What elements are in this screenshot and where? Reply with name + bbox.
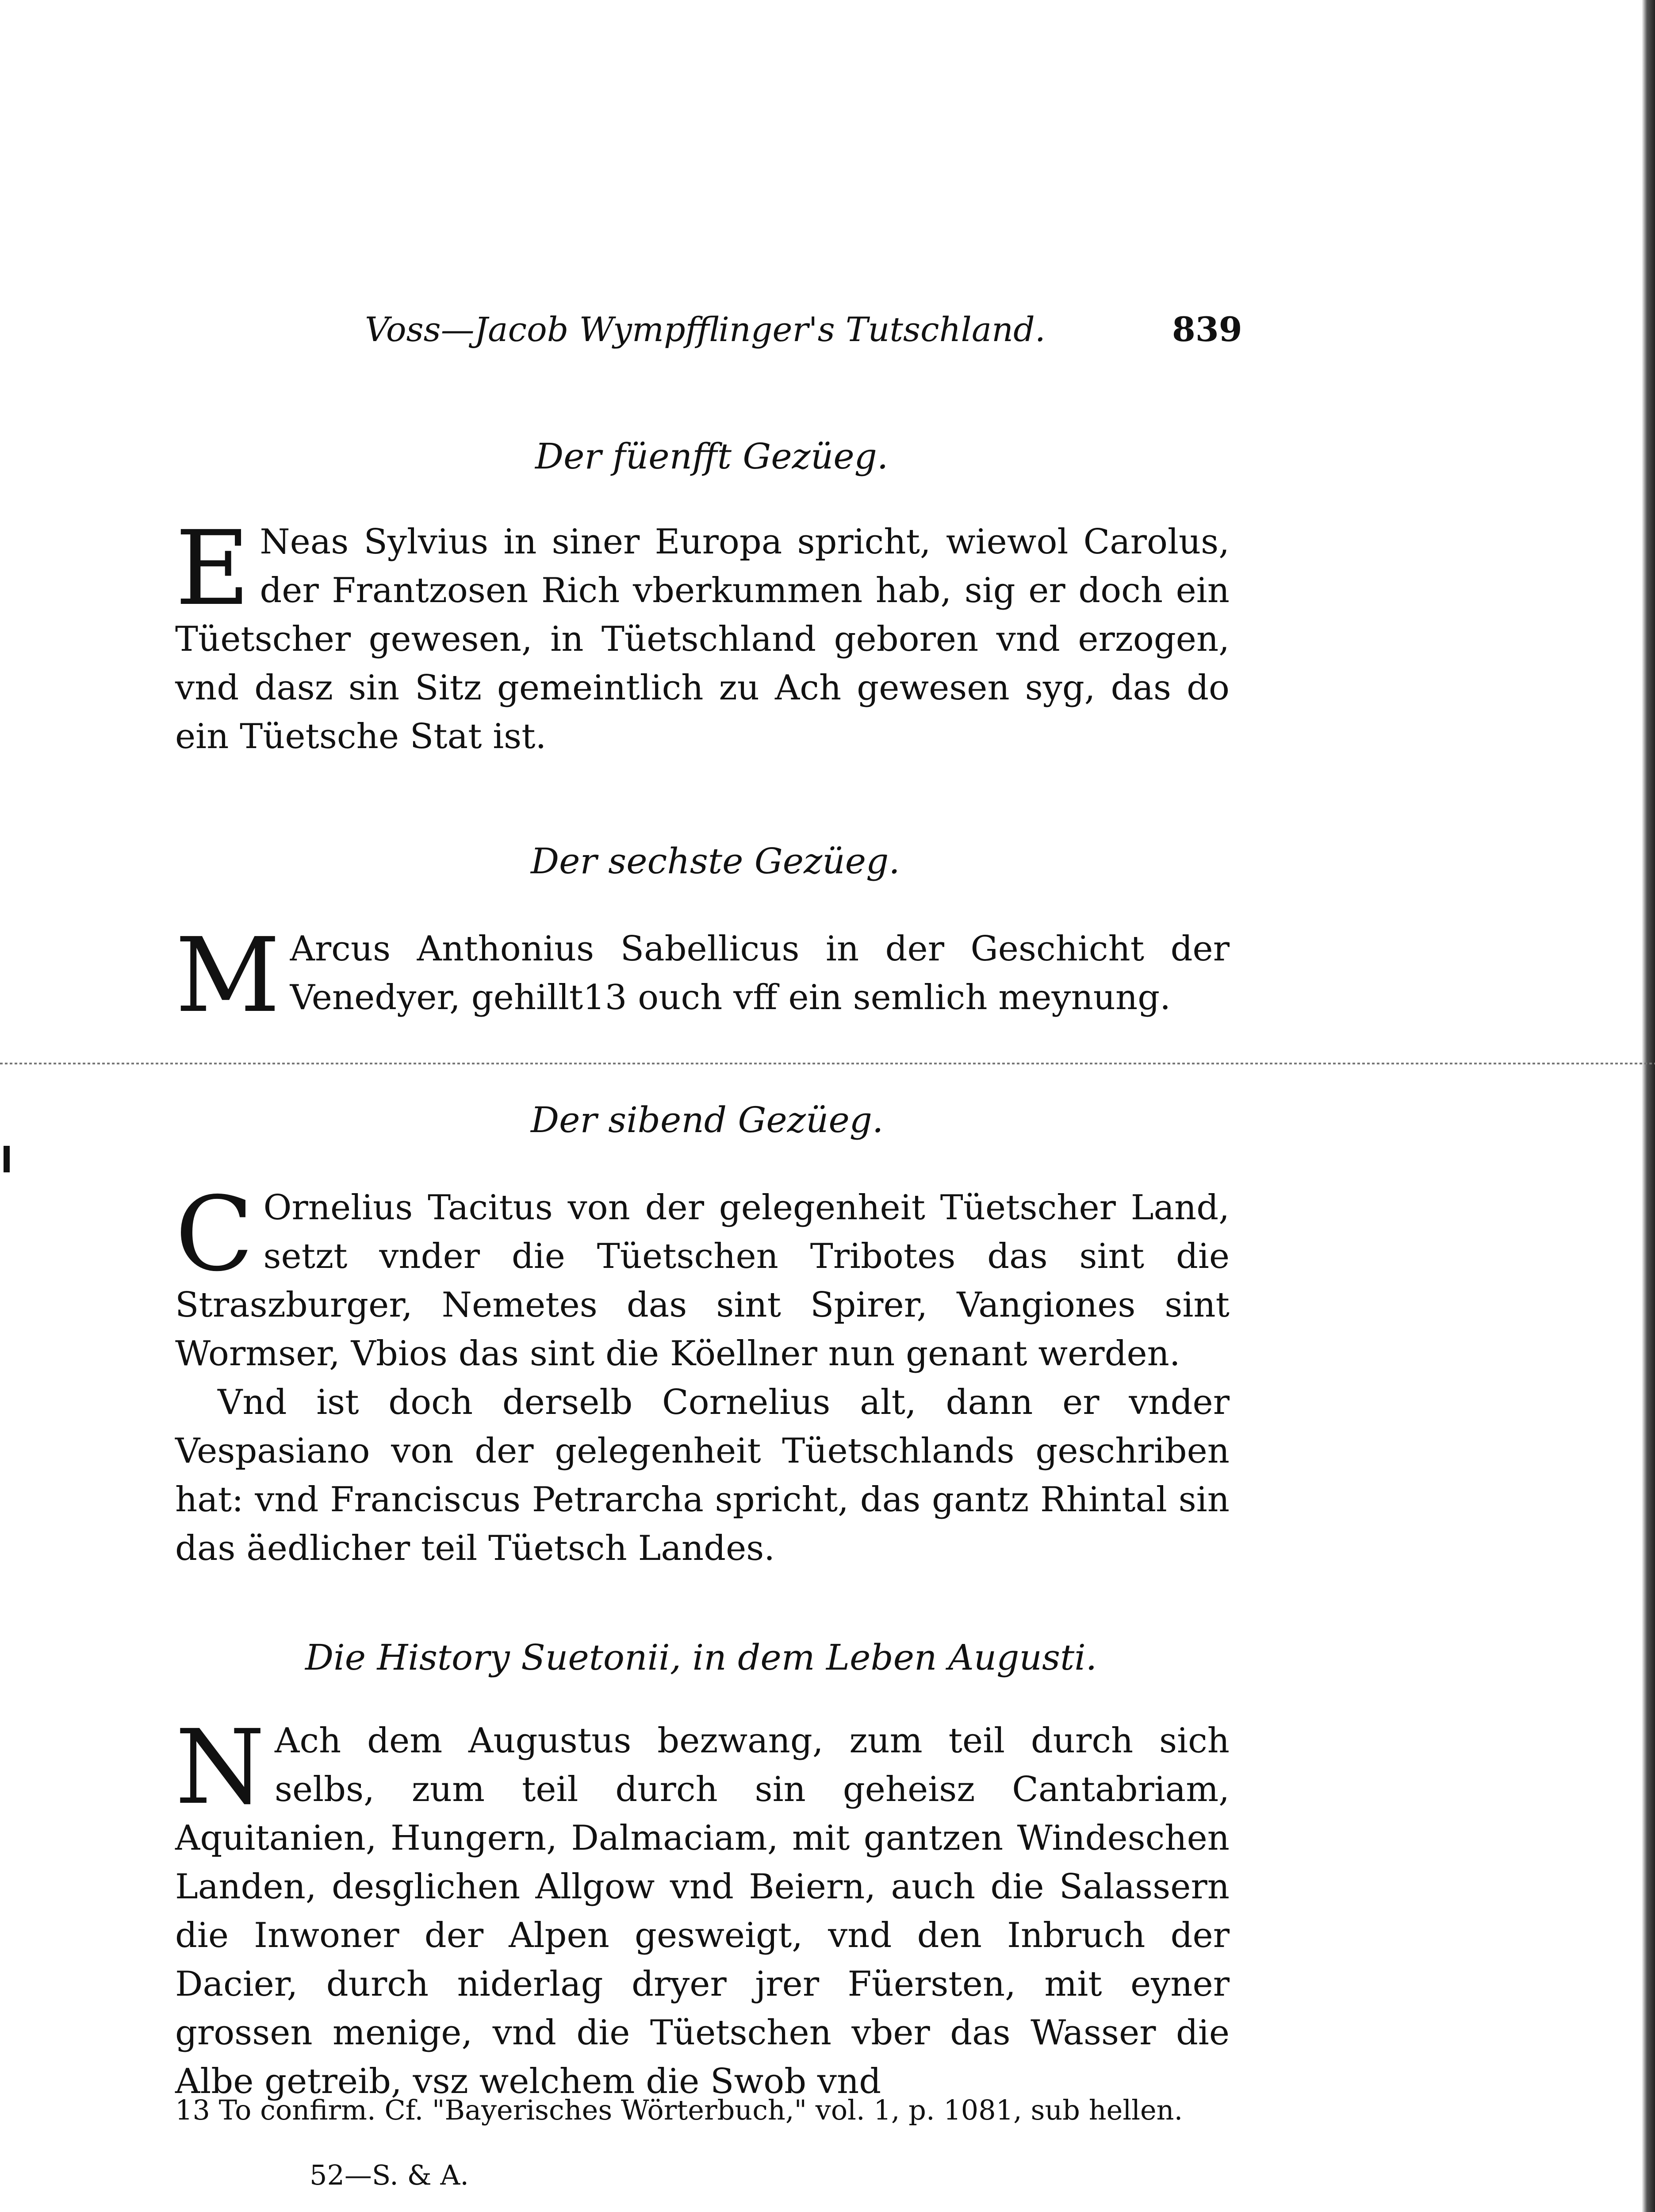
footnote-text: 13 To confirm. Cf. "Bayerisches Wörterbuch," vol. 1, p. 1081, sub hellen.: [175, 2094, 1183, 2126]
section-heading-4: Die History Suetonii, in dem Leben Augusti.: [305, 1637, 1097, 1678]
page-fold-line: [0, 1063, 1655, 1064]
signature-mark: 52—S. & A.: [310, 2159, 469, 2191]
section-body-4: [175, 1708, 1230, 2106]
paragraph: Vnd ist doch derselb Cornelius alt, dann er vnder Vespasiano von der gelegenheit Tüetschlands geschriben hat: vnd Franciscus Petrarcha spricht, das gantz Rhintal sin das äedlicher teil Tüetsch Landes.: [175, 1382, 1230, 1568]
paragraph: Ach dem Augustus bezwang, zum teil durch sich selbs, zum teil durch sin geheisz Cantabriam, Aquitanien, Hungern, Dalmaciam, mit gantzen Windeschen Landen, desglichen Allgow vnd Beiern, auch die Salassern die Inwoner der Alpen gesweigt, vnd den Inbruch der Dacier, durch niderlag dryer jrer Füersten, mit eyner grossen menige, vnd die Tüetschen vber das Wasser die Albe getreib, vsz welchem die Swob vnd: [175, 1721, 1230, 2101]
paragraph: Ornelius Tacitus von der gelegenheit Tüetscher Land, setzt vnder die Tüetschen Tribotes das sint die Straszburger, Nemetes das sint Spirer, Vangiones sint Wormser, Vbios das sint die Köellner nun genant werden.: [175, 1188, 1230, 1374]
section-heading-1: Der füenfft Gezüeg.: [535, 436, 889, 477]
section-body-3: [175, 1175, 1230, 1573]
section-body-2: [175, 916, 1230, 1035]
drop-cap-m: M: [175, 916, 280, 1035]
scan-edge-right: [1642, 0, 1655, 2212]
page-number: 839: [1172, 310, 1242, 349]
running-title: Voss—Jacob Wympfflinger's Tutschland.: [365, 310, 1046, 349]
running-header: [310, 310, 1242, 358]
paragraph: Arcus Anthonius Sabellicus in der Geschicht der Venedyer, gehillt13 ouch vff ein semlich meynung.: [290, 929, 1230, 1018]
section-heading-3: Der sibend Gezüeg.: [531, 1099, 884, 1141]
scan-edge-mark: [4, 1146, 10, 1172]
footnote: [175, 2093, 1230, 2128]
drop-cap-c: C: [175, 1175, 254, 1294]
section-heading-2: Der sechste Gezüeg.: [531, 841, 900, 882]
section-body-1: [175, 509, 1230, 761]
drop-cap-n: N: [175, 1708, 265, 1827]
drop-cap-e: E: [175, 509, 250, 628]
paragraph: Neas Sylvius in siner Europa spricht, wiewol Carolus, der Frantzosen Rich vberkummen hab, sig er doch ein Tüetscher gewesen, in Tüetschland geboren vnd erzogen, vnd dasz sin Sitz gemeintlich zu Ach gewesen syg, das do ein Tüetsche Stat ist.: [175, 522, 1230, 757]
